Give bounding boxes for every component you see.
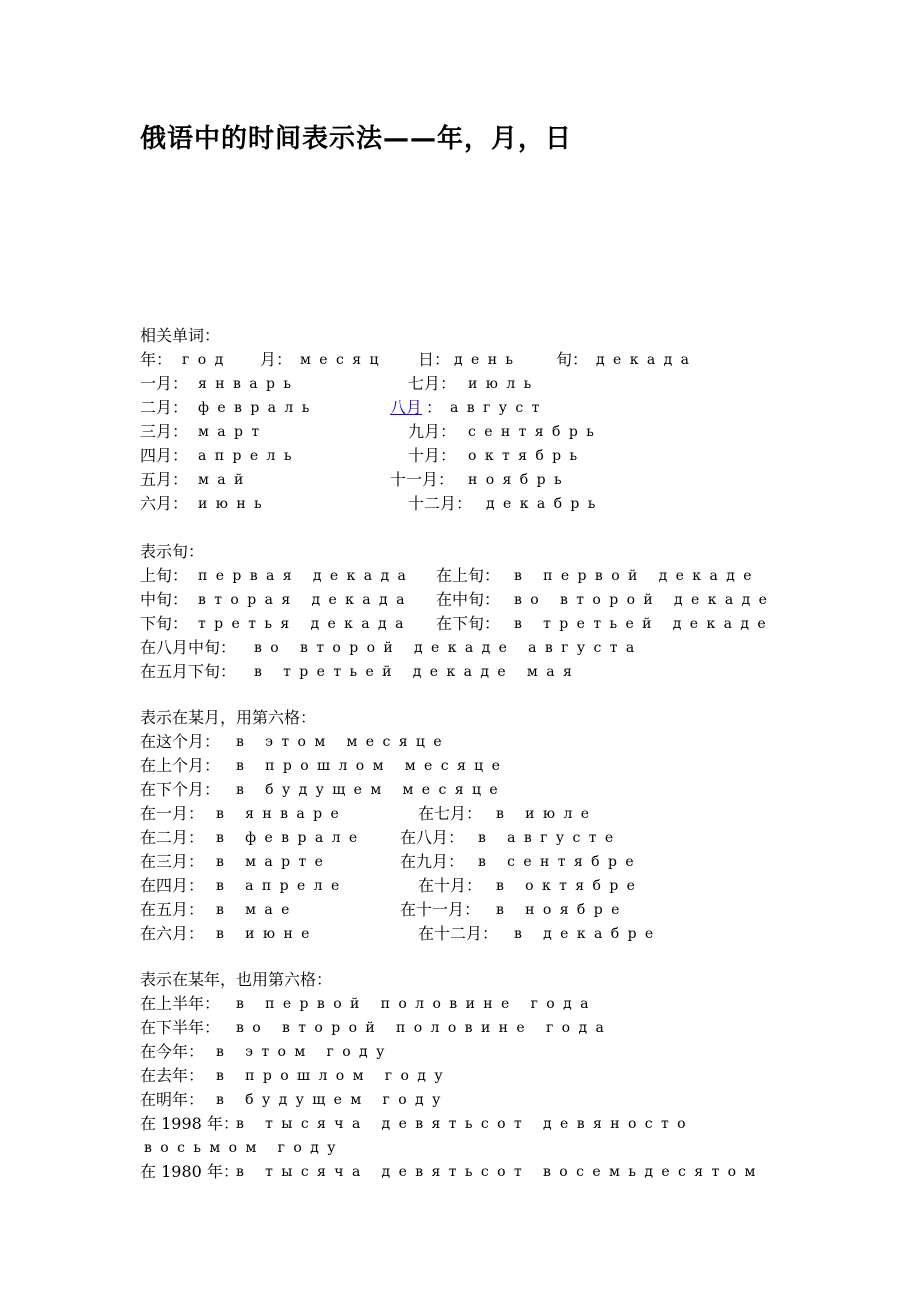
row-next-year: 在明年： в будущем году: [140, 1090, 449, 1109]
row-next-month: 在下个月： в будущем месяце: [140, 780, 507, 799]
row-in-month-1-7: 在一月： в январе 在七月： в июле: [140, 804, 598, 823]
row-year-1998-continued: восьмом году: [144, 1140, 344, 1156]
section-heading-months: 表示在某月，用第六格：: [140, 708, 317, 727]
row-month-6-12: 六月： июнь 十二月： декабрь: [140, 494, 604, 513]
row-in-month-2-8: 在二月： в феврале 在八月： в августе: [140, 828, 622, 847]
row-month-4-10: 四月： апрель 十月： октябрь: [140, 446, 586, 465]
row-in-month-6-12: 在六月： в июне 在十二月： в декабре: [140, 924, 662, 943]
row-last-year: 在去年： в прошлом году: [140, 1066, 451, 1085]
row-month-1-7: 一月： январь 七月： июль: [140, 374, 540, 393]
row-first-half-year: 在上半年： в первой половине года: [140, 994, 597, 1013]
row-month-2-8: 二月： февраль 八月 ： август: [140, 396, 788, 420]
row-this-month: 在这个月： в этом месяце: [140, 732, 451, 751]
row-decade-2: 中旬： вторая декада 在中旬： во второй декаде: [140, 590, 776, 609]
row-month-3-9: 三月： март 九月： сентябрь: [140, 422, 603, 441]
row-last-month: 在上个月： в прошлом месяце: [140, 756, 509, 775]
row-year-1980: 在 1980 年： в тысяча девятьсот восемьдесятом: [140, 1162, 764, 1181]
row-month-5-11: 五月： май 十一月： ноябрь: [140, 470, 571, 489]
row-in-month-3-9: 在三月： в марте 在九月： в сентябре: [140, 852, 643, 871]
row-in-month-4-10: 在四月： в апреле 在十月： в октябре: [140, 876, 644, 895]
row-basic-words: 年： год 月： месяц 日： день 旬： декада: [140, 350, 698, 369]
row-decade-1: 上旬： первая декада 在上旬： в первой декаде: [140, 566, 760, 585]
row-this-year: 在今年： в этом году: [140, 1042, 393, 1061]
row-in-month-5-11: 在五月： в мае 在十一月： в ноябре: [140, 900, 628, 919]
row-decade-may: 在五月下旬： в третьей декаде мая: [140, 662, 581, 681]
row-second-half-year: 在下半年： во второй половине года: [140, 1018, 613, 1037]
row-decade-august: 在八月中旬： во второй декаде августа: [140, 638, 643, 657]
section-heading-words: 相关单词：: [140, 326, 221, 345]
row-year-1998: 在 1998 年： в тысяча девятьсот девяносто: [140, 1114, 694, 1133]
august-link[interactable]: 八月: [390, 398, 423, 417]
row-decade-3: 下旬： третья декада 在下旬： в третьей декаде: [140, 614, 775, 633]
section-heading-years: 表示在某年，也用第六格：: [140, 970, 333, 989]
section-heading-decades: 表示旬：: [140, 542, 205, 561]
page-title: 俄语中的时间表示法——年，月，日: [140, 124, 573, 154]
